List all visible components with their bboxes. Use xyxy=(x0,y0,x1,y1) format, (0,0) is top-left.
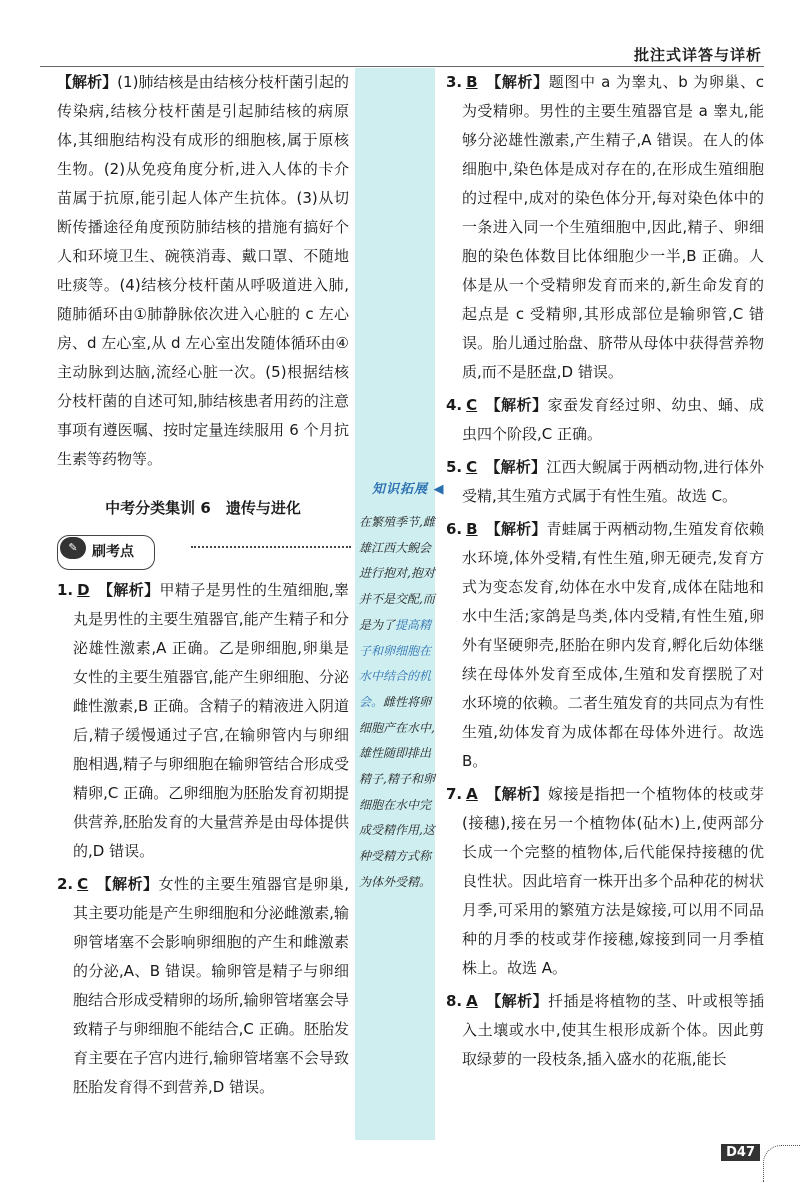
answer-item: 5. C 【解析】江西大鲵属于两栖动物,进行体外受精,其生殖方式属于有性生殖。故选 C。 xyxy=(446,458,764,505)
header-divider xyxy=(40,66,764,67)
header-title: 批注式详答与详析 xyxy=(633,46,762,64)
pen-icon: ✎ xyxy=(60,537,86,559)
margin-note xyxy=(359,510,435,896)
answer-item: 2. C 【解析】女性的主要生殖器官是卵巢,其主要功能是产生卵细胞和分泌雌激素,输卵管堵塞不会影响卵细胞的产生和雌激素的分泌,A、B 错误。输卵管是精子与卵细胞结合形成受精卵的场所,输卵管堵塞会导致精子与卵细胞不能结合,C 正确。胚胎发育主要在子宫内进行,输卵管堵塞不会导致胚胎发育得不到营养,D 错误。 xyxy=(57,875,349,1096)
answer-item: 8. A 【解析】扦插是将植物的茎、叶或根等插入土壤或水中,使其生根形成新个体。因此剪取绿萝的一段枝条,插入盛水的花瓶,能长 xyxy=(446,992,764,1068)
right-column xyxy=(446,68,764,1074)
page-corner-decoration xyxy=(763,1145,800,1182)
answer-item: 6. B 【解析】青蛙属于两栖动物,生殖发育依赖水环境,体外受精,有性生殖,卵无硬壳,发育方式为变态发育,幼体在水中发育,成体在陆地和水中生活;家鸽是鸟类,体内受精,有性生殖,卵外有坚硬卵壳,胚胎在卵内发育,孵化后幼体继续在母体外发育至成体,生殖和发育摆脱了对水环境的依赖。二者生殖发育的共同点为有性生殖,幼体发育为成体都在母体外进行。故选 B。 xyxy=(446,520,764,770)
margin-title: 知识拓展 ◀ xyxy=(372,482,445,497)
answer-item: 3. B 【解析】题图中 a 为睾丸、b 为卵巢、c 为受精卵。男性的主要生殖器官是 a 睾丸,能够分泌雄性激素,产生精子,A 错误。在人的体细胞中,染色体是成对存在的,在形成生殖细胞的过程中,成对的染色体分开,每对染色体中的一条进入同一个生殖细胞中,因此,精子、卵细胞的染色体数目比体细胞少一半,B 正确。人体是从一个受精卵发育而来的,新生命发育的起点是 c 受精卵,其形成部位是输卵管,C 错误。胎儿通过胎盘、脐带从母体中获得营养物质,而不是胚盘,D 错误。 xyxy=(446,73,764,381)
badge-divider xyxy=(191,546,351,548)
margin-note-part1: 在繁殖季节,雌雄江西大鲵会进行抱对,抱对并不是交配,而是为了 xyxy=(359,515,435,632)
left-column xyxy=(57,68,349,1102)
answer-item: 7. A 【解析】嫁接是指把一个植物体的枝或芽(接穗),接在另一个植物体(砧木)上,使两部分长成一个完整的植物体,后代能保持接穗的优良性状。因此培育一株开出多个品种花的树状月季,可采用的繁殖方法是嫁接,可以用不同品种的月季的枝或芽作接穗,嫁接到同一月季植株上。故选 A。 xyxy=(446,785,764,977)
answer-item: 1. D 【解析】甲精子是男性的生殖细胞,睾丸是男性的主要生殖器官,能产生精子和分泌雄性激素,A 正确。乙是卵细胞,卵巢是女性的主要生殖器官,能产生卵细胞、分泌雌性激素,B 正确。含精子的精液进入阴道后,精子缓慢通过子宫,在输卵管内与卵细胞相遇,精子与卵细胞在输卵管结合形成受精卵,C 正确。乙卵细胞为胚胎发育初期提供营养,胚胎发育的大量营养是由母体提供的,D 错误。 xyxy=(57,581,349,860)
intro-paragraph xyxy=(57,68,349,474)
margin-note-emphasis: 提高精子和卵细胞在水中结合的机会。 xyxy=(359,617,432,709)
intro-text: (1)肺结核是由结核分枝杆菌引起的传染病,结核分枝杆菌是引起肺结核的病原体,其细胞结构没有成形的细胞核,属于原核生物。(2)从免疫角度分析,进入人体的卡介苗属于抗原,能引起人体产生抗体。(3)从切断传播途径角度预防肺结核的措施有搞好个人和环境卫生、碗筷消毒、戴口罩、不随地吐痰等。(4)结核分枝杆菌从呼吸道进入肺,随肺循环由①肺静脉依次进入心脏的 c 左心房、d 左心室,从 d 左心室出发随体循环由④主动脉到达脑,流经心脏一次。(5)根据结核分枝杆菌的自述可知,肺结核患者用药的注意事项有遵医嘱、按时定量连续服用 6 个月抗生素等药物等。 xyxy=(57,73,349,468)
badge-row xyxy=(57,535,349,576)
answer-item: 4. C 【解析】家蚕发育经过卵、幼虫、蛹、成虫四个阶段,C 正确。 xyxy=(446,396,764,443)
section-title: 中考分类集训 6 遗传与进化 xyxy=(105,499,301,517)
margin-note-part2: 雌性将卵细胞产在水中,雄性随即排出精子,精子和卵细胞在水中完成受精作用,这种受精方式称为体外受精。 xyxy=(359,694,435,889)
analysis-tag: 【解析】 xyxy=(57,73,118,91)
practice-badge: ✎ 刷考点 xyxy=(57,535,155,570)
page-number: D47 xyxy=(721,1144,760,1161)
